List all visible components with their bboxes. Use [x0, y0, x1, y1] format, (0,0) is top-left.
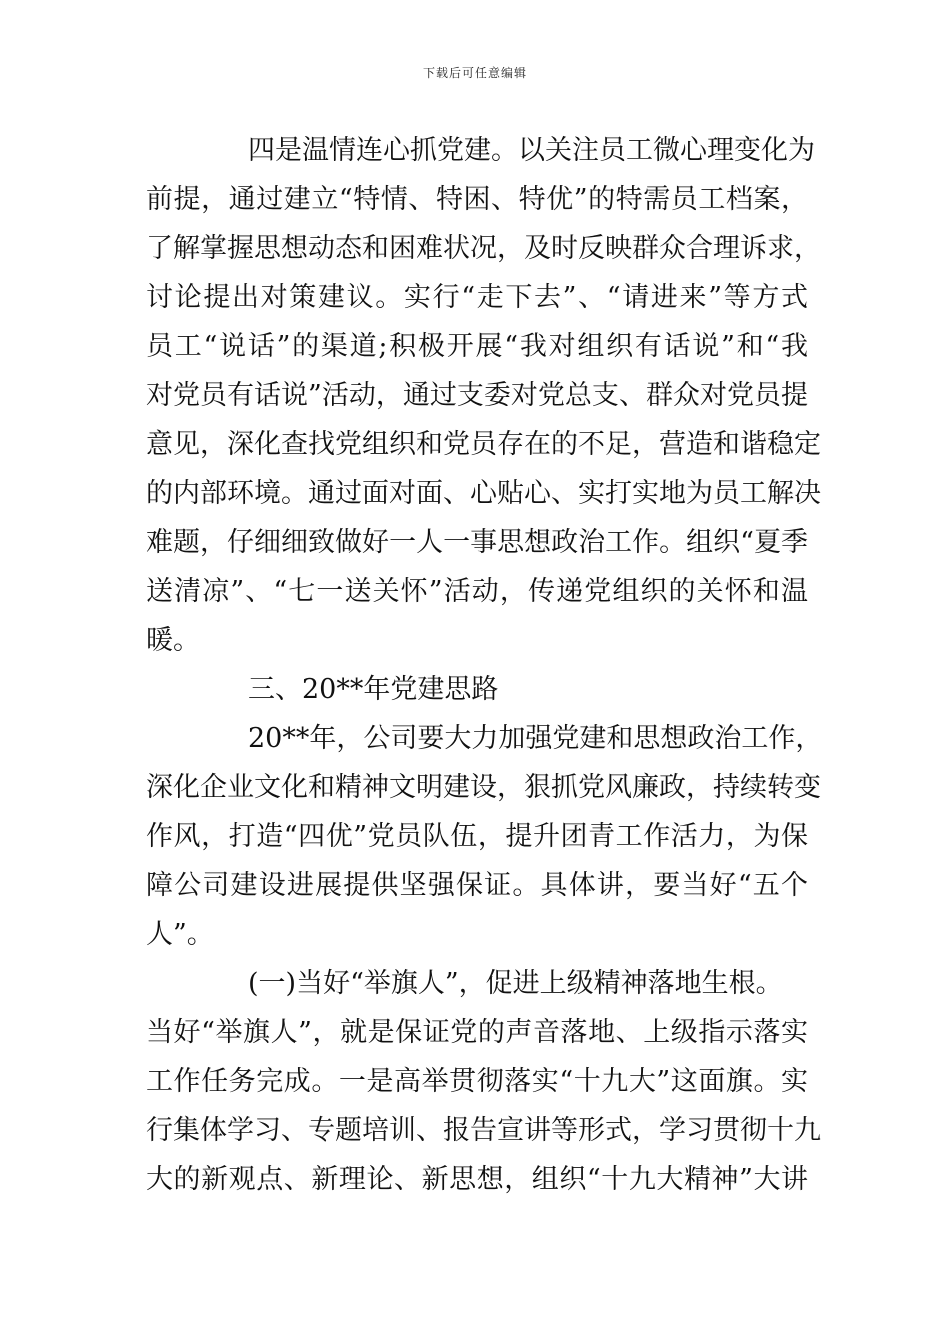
document-body: [146, 126, 823, 1204]
paragraph-line: 当好“举旗人”，就是保证党的声音落地、上级指示落实: [146, 1017, 808, 1048]
paragraph-line: 送清凉”、“七一送关怀”活动，传递党组织的关怀和温: [146, 576, 808, 607]
paragraph-line: 深化企业文化和精神文明建设，狠抓党风廉政，持续转变: [146, 772, 821, 803]
paragraph-line: 难题，仔细细致做好一人一事思想政治工作。组织“夏季: [146, 527, 808, 558]
paragraph-line: 暖。: [146, 625, 200, 656]
paragraph-line: 大的新观点、新理论、新思想，组织“十九大精神”大讲: [146, 1164, 808, 1195]
paragraph-line: 对党员有话说”活动，通过支委对党总支、群众对党员提: [146, 380, 808, 411]
page-header: 下载后可任意编辑: [422, 66, 527, 80]
paragraph-line: 行集体学习、专题培训、报告宣讲等形式，学习贯彻十九: [146, 1115, 821, 1146]
subsection-heading: (一)当好“举旗人”，促进上级精神落地生根。: [248, 968, 783, 999]
paragraph-line: 讨论提出对策建议。实行“走下去”、“请进来”等方式: [146, 282, 808, 313]
paragraph-line: 作风，打造“四优”党员队伍，提升团青工作活力，为保: [146, 821, 808, 852]
paragraph-line: 障公司建设进展提供坚强保证。具体讲，要当好“五个: [146, 870, 808, 901]
paragraph-line: 意见，深化查找党组织和党员存在的不足，营造和谐稳定: [146, 429, 821, 460]
paragraph-line: 人”。: [146, 919, 214, 950]
paragraph-line: 前提，通过建立“特情、特困、特优”的特需员工档案，: [146, 184, 808, 215]
paragraph-line: 的内部环境。通过面对面、心贴心、实打实地为员工解决: [146, 478, 821, 509]
paragraph-line: 20**年，公司要大力加强党建和思想政治工作，: [248, 723, 823, 754]
section-heading: 三、20**年党建思路: [248, 674, 499, 705]
paragraph-line: 四是温情连心抓党建。以关注员工微心理变化为: [248, 135, 815, 166]
paragraph-line: 工作任务完成。一是高举贯彻落实“十九大”这面旗。实: [146, 1066, 808, 1097]
paragraph-line: 员工“说话”的渠道;积极开展“我对组织有话说”和“我: [146, 331, 808, 362]
paragraph-line: 了解掌握思想动态和困难状况，及时反映群众合理诉求，: [146, 233, 821, 264]
